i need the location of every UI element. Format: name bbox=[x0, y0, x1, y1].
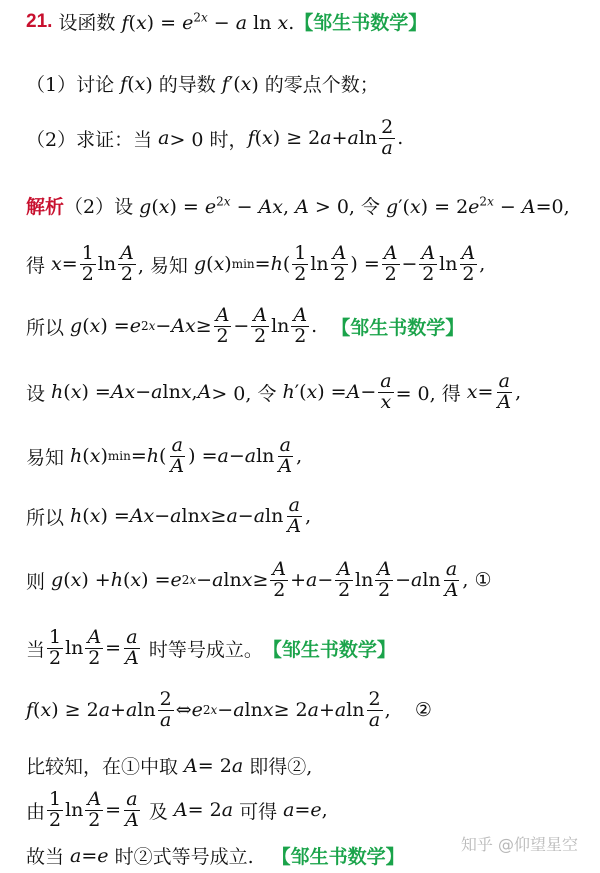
solution-line-7: 则 g ( x ) + h ( x ) = e 2x − a ln x ≥ $\frac{A}{2}$ + a − $\frac{A}{2}$ ln $\frac{A}{2}$ − a ln $\frac{a}{A}$ , ① bbox=[26, 558, 492, 601]
problem-stem: 21. 设函数 $f(x) = e^{2x} - a$ ln x. 【邹生书数学】 bbox=[26, 8, 427, 35]
solution-line-3: 所以 g ( x ) = e 2x − Ax ≥ $\frac{A}{2}$ − $\frac{A}{2}$ ln $\frac{A}{2}$ . 【邹生书数学】 bbox=[26, 304, 465, 347]
solution-title: 解析 bbox=[26, 196, 65, 218]
source-tag: 【邹生书数学】 bbox=[331, 316, 465, 339]
source-tag: 【邹生书数学】 bbox=[262, 638, 396, 661]
solution-line-2: 得 x = $\frac{1}{2}$ ln $\frac{A}{2}$ , 易知 g ( x ) min = h ( $\frac{1}{2}$ ln $\frac{A}{2}$ ) = $\frac{A}{2}$ − $\frac{A}{2}$ ln $\frac{A}{2}$ , bbox=[26, 242, 486, 285]
solution-line-12: 故当 a = e 时②式等号成立. 【邹生书数学】 bbox=[26, 842, 405, 869]
source-tag: 【邹生书数学】 bbox=[294, 12, 428, 34]
solution-line-5: 易知 h ( x ) min = h ( $\frac{a}{A}$ ) = a − a ln $\frac{a}{A}$ , bbox=[26, 434, 303, 477]
solution-line-8: 当 $\frac{1}{2}$ ln $\frac{A}{2}$ = $\frac{a}{A}$ 时等号成立。 【邹生书数学】 bbox=[26, 626, 396, 669]
problem-part2: （2）求证：当 a > 0 时， f ( x ) ≥ 2 a + a ln $\frac{2}{a}$ . bbox=[26, 116, 404, 159]
solution-line-6: 所以 h ( x ) = Ax − a ln x ≥ a − a ln $\frac{a}{A}$ , bbox=[26, 494, 312, 537]
solution-line-9: f ( x ) ≥ 2 a + a ln $\frac{2}{a}$ ⇔ e 2x − a ln x ≥ 2 a + a ln $\frac{2}{a}$ , ② bbox=[26, 688, 432, 731]
solution-line-10: 比较知，在①中取 A = 2 a 即得②, bbox=[26, 754, 313, 778]
solution-line-1: 解析 （2）设 $g(x) = e^{2x} - Ax$, A > 0, 令 $g'(x) = 2e^{2x} - A=0$, bbox=[26, 192, 570, 219]
problem-number: 21. bbox=[26, 10, 53, 32]
solution-line-4: 设 h ( x ) = Ax − a ln x , A > 0, 令 h ′( x ) = A − $\frac{a}{x}$ = 0, 得 x = $\frac{a}{A}$ , bbox=[26, 370, 522, 413]
watermark: 知乎 @仰望星空 bbox=[460, 835, 578, 854]
source-tag: 【邹生书数学】 bbox=[271, 846, 405, 868]
problem-part1: （1）讨论 f ( x ) 的导数 f ′( x ) 的零点个数； bbox=[26, 72, 379, 96]
solution-line-11: 由 $\frac{1}{2}$ ln $\frac{A}{2}$ = $\frac{a}{A}$ 及 A = 2 a 可得 a = e , bbox=[26, 788, 328, 831]
